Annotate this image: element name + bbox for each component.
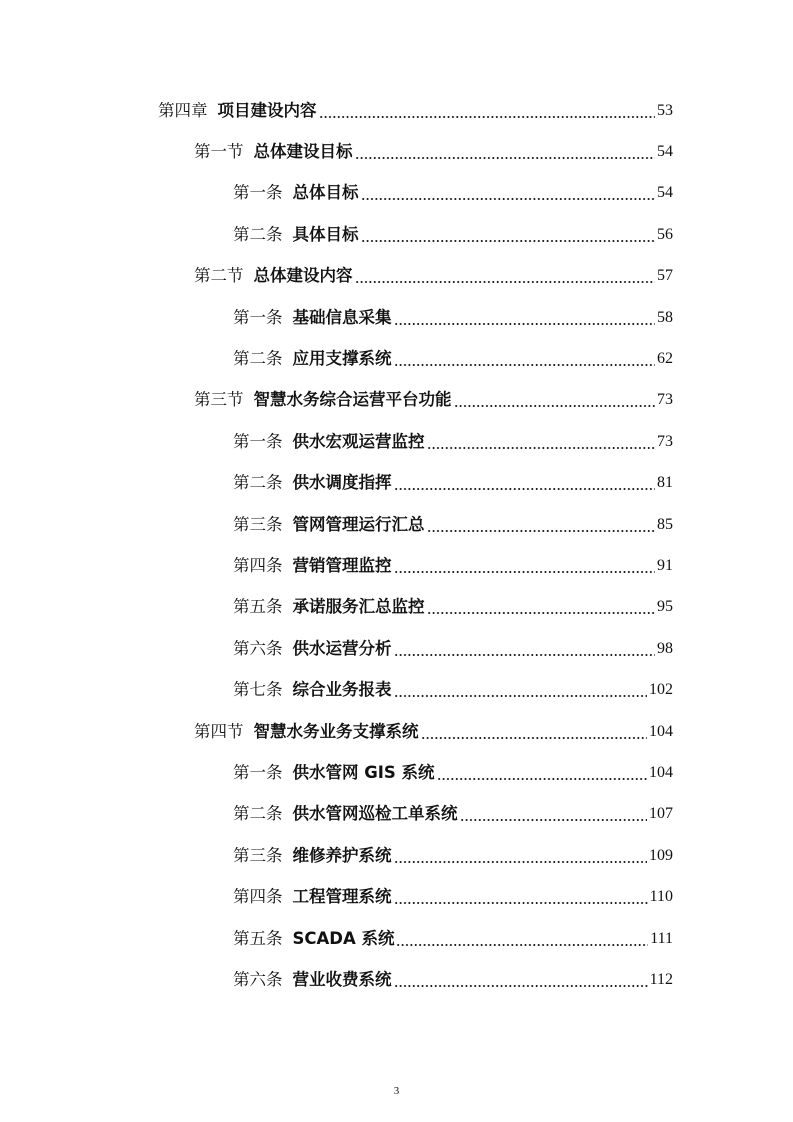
toc-entry-page: 62	[657, 350, 673, 368]
toc-entry-title: 总体建设目标	[253, 142, 353, 162]
dot-leader	[319, 101, 656, 121]
toc-entry-page: 57	[657, 267, 673, 285]
toc-entry-article[interactable]	[0, 628, 793, 669]
toc-entry-title: 基础信息采集	[292, 307, 392, 327]
dot-leader	[361, 225, 656, 245]
dot-leader	[421, 722, 648, 742]
toc-entry-number: 第六条	[233, 638, 283, 658]
toc-entry-number: 第四条	[233, 887, 283, 907]
toc-entry-article[interactable]	[0, 876, 793, 917]
toc-entry-page: 95	[657, 598, 673, 616]
toc-entry-page: 54	[657, 143, 673, 161]
toc-entry-title: 具体目标	[292, 224, 359, 244]
dot-leader	[394, 970, 648, 990]
toc-entry-article[interactable]	[0, 918, 793, 959]
dot-leader	[355, 266, 656, 286]
toc-entry-article[interactable]	[0, 835, 793, 876]
toc-entry-title: SCADA 系统	[292, 928, 395, 948]
toc-entry-page: 112	[649, 970, 673, 988]
toc-entry-title: 应用支撑系统	[292, 349, 392, 369]
dot-leader	[394, 473, 656, 493]
toc-entry-page: 91	[657, 556, 673, 574]
dot-leader	[394, 846, 648, 866]
toc-entry-article[interactable]	[0, 338, 793, 379]
toc-entry-page: 54	[657, 184, 673, 202]
toc-entry-title: 管网管理运行汇总	[292, 514, 425, 534]
toc-entry-page: 107	[649, 805, 673, 823]
dot-leader	[394, 639, 656, 659]
toc-entry-number: 第一节	[194, 142, 244, 162]
toc-entry-article[interactable]	[0, 463, 793, 504]
toc-entry-title: 营销管理监控	[292, 555, 392, 575]
toc-entry-chapter-4[interactable]	[0, 90, 793, 131]
toc-entry-title: 供水宏观运营监控	[292, 431, 425, 451]
toc-entry-number: 第二节	[194, 266, 244, 286]
toc-entry-title: 供水调度指挥	[292, 473, 392, 493]
toc-entry-page: 53	[657, 101, 673, 119]
toc-entry-article[interactable]	[0, 421, 793, 462]
toc-entry-number: 第二条	[233, 224, 283, 244]
dot-leader	[355, 142, 656, 162]
table-of-contents	[0, 90, 793, 1001]
toc-entry-page: 110	[649, 888, 673, 906]
toc-entry-number: 第六条	[233, 969, 283, 989]
toc-entry-page: 85	[657, 515, 673, 533]
dot-leader	[361, 183, 656, 203]
toc-entry-number: 第五条	[233, 928, 283, 948]
toc-entry-section[interactable]	[0, 380, 793, 421]
toc-entry-page: 58	[657, 308, 673, 326]
dot-leader	[437, 763, 647, 783]
dot-leader	[460, 804, 648, 824]
toc-entry-article[interactable]	[0, 545, 793, 586]
toc-entry-section[interactable]	[0, 711, 793, 752]
toc-entry-title: 工程管理系统	[292, 887, 392, 907]
toc-entry-article[interactable]	[0, 752, 793, 793]
toc-entry-number: 第四章	[158, 100, 208, 120]
toc-entry-title: 总体建设内容	[253, 266, 353, 286]
toc-entry-article[interactable]	[0, 587, 793, 628]
toc-entry-title: 维修养护系统	[292, 845, 392, 865]
toc-entry-number: 第一条	[233, 183, 283, 203]
toc-entry-page: 104	[649, 763, 673, 781]
dot-leader	[396, 929, 648, 949]
toc-entry-article[interactable]	[0, 297, 793, 338]
toc-entry-title: 智慧水务综合运营平台功能	[253, 390, 452, 410]
dot-leader	[394, 556, 656, 576]
dot-leader	[454, 390, 656, 410]
toc-entry-page: 73	[657, 391, 673, 409]
toc-entry-article[interactable]	[0, 173, 793, 214]
toc-entry-title: 智慧水务业务支撑系统	[253, 721, 419, 741]
toc-entry-page: 56	[657, 225, 673, 243]
toc-entry-number: 第三条	[233, 845, 283, 865]
dot-leader	[427, 515, 656, 535]
toc-entry-title: 综合业务报表	[292, 680, 392, 700]
toc-entry-page: 73	[657, 432, 673, 450]
toc-entry-number: 第三节	[194, 390, 244, 410]
toc-entry-number: 第五条	[233, 597, 283, 617]
toc-entry-article[interactable]	[0, 214, 793, 255]
toc-entry-number: 第二条	[233, 349, 283, 369]
toc-entry-page: 102	[649, 681, 673, 699]
toc-entry-title: 总体目标	[292, 183, 359, 203]
toc-entry-number: 第二条	[233, 473, 283, 493]
toc-entry-title: 供水管网 GIS 系统	[292, 762, 435, 782]
dot-leader	[394, 349, 656, 369]
toc-entry-article[interactable]	[0, 504, 793, 545]
dot-leader	[427, 432, 656, 452]
page-number: 3	[393, 1085, 400, 1097]
toc-entry-page: 81	[657, 474, 673, 492]
toc-entry-article[interactable]	[0, 669, 793, 710]
toc-entry-title: 项目建设内容	[217, 100, 317, 120]
toc-entry-page: 111	[650, 929, 673, 947]
toc-entry-title: 供水运营分析	[292, 638, 392, 658]
toc-entry-article[interactable]	[0, 959, 793, 1000]
dot-leader	[427, 597, 656, 617]
toc-entry-number: 第二条	[233, 804, 283, 824]
toc-entry-number: 第一条	[233, 762, 283, 782]
toc-entry-number: 第七条	[233, 680, 283, 700]
toc-entry-number: 第四条	[233, 555, 283, 575]
toc-entry-number: 第一条	[233, 307, 283, 327]
toc-entry-number: 第三条	[233, 514, 283, 534]
toc-entry-page: 98	[657, 639, 673, 657]
dot-leader	[394, 308, 656, 328]
dot-leader	[394, 887, 648, 907]
toc-entry-section[interactable]	[0, 131, 793, 172]
toc-entry-title: 供水管网巡检工单系统	[292, 804, 458, 824]
toc-entry-title: 营业收费系统	[292, 969, 392, 989]
toc-entry-article[interactable]	[0, 794, 793, 835]
dot-leader	[394, 680, 648, 700]
toc-entry-section[interactable]	[0, 256, 793, 297]
toc-entry-title: 承诺服务汇总监控	[292, 597, 425, 617]
toc-entry-number: 第四节	[194, 721, 244, 741]
toc-entry-page: 109	[649, 846, 673, 864]
toc-entry-page: 104	[649, 722, 673, 740]
toc-entry-number: 第一条	[233, 431, 283, 451]
